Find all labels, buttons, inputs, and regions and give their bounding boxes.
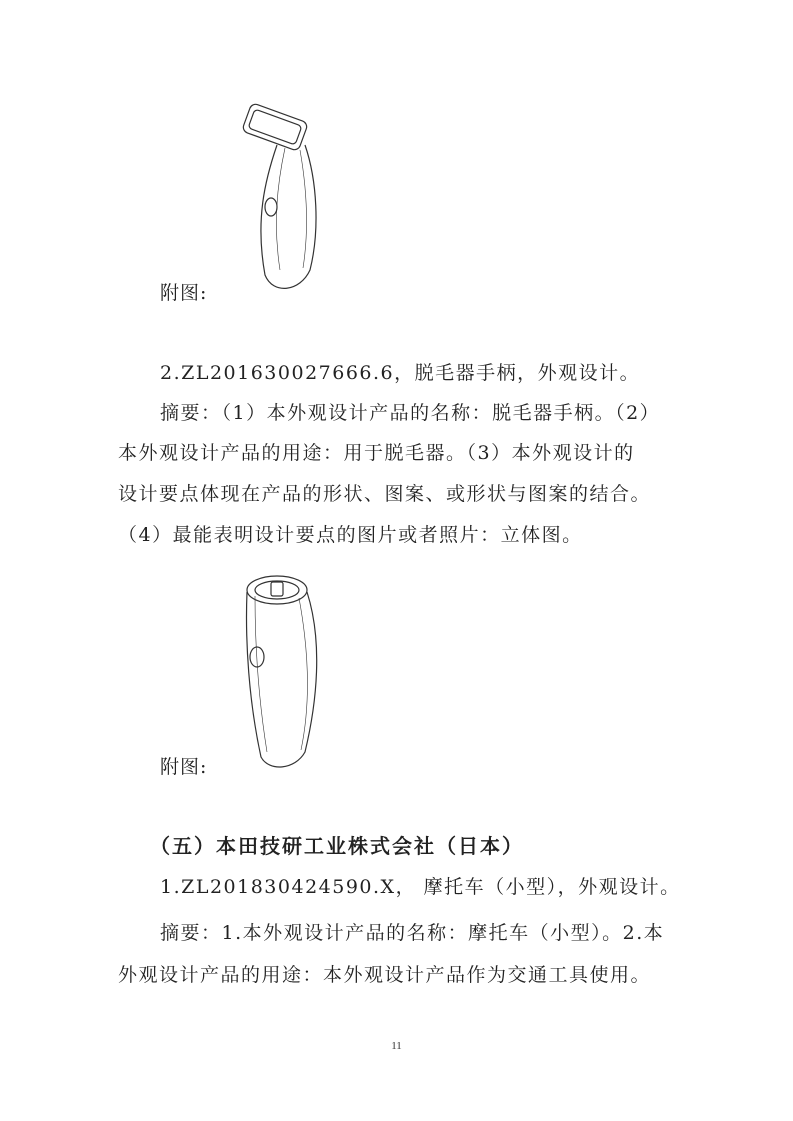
abstract-line-2: 本外观设计产品的用途：用于脱毛器。（3）本外观设计的	[118, 442, 635, 464]
abstract2-line-1: 摘要：1.本外观设计产品的名称：摩托车（小型）。2.本	[160, 922, 665, 944]
section-heading: （五）本田技研工业株式会社（日本）	[150, 834, 524, 858]
page-number: 11	[391, 1040, 402, 1052]
abstract-line-4: （4）最能表明设计要点的图片或者照片：立体图。	[118, 524, 583, 546]
epilator-figure-2	[235, 562, 335, 772]
patent-1-title: 1.ZL201830424590.X， 摩托车（小型），外观设计。	[160, 876, 681, 898]
figure-label-2: 附图:	[160, 756, 208, 778]
figure-label-1: 附图:	[160, 282, 208, 304]
abstract-line-3: 设计要点体现在产品的形状、图案、或形状与图案的结合。	[118, 483, 652, 505]
patent-2-title: 2.ZL201630027666.6，脱毛器手柄，外观设计。	[160, 362, 641, 384]
abstract-line-1: 摘要：（1）本外观设计产品的名称：脱毛器手柄。（2）	[160, 402, 661, 424]
epilator-figure-1	[225, 100, 345, 300]
abstract2-line-2: 外观设计产品的用途：本外观设计产品作为交通工具使用。	[118, 964, 652, 986]
